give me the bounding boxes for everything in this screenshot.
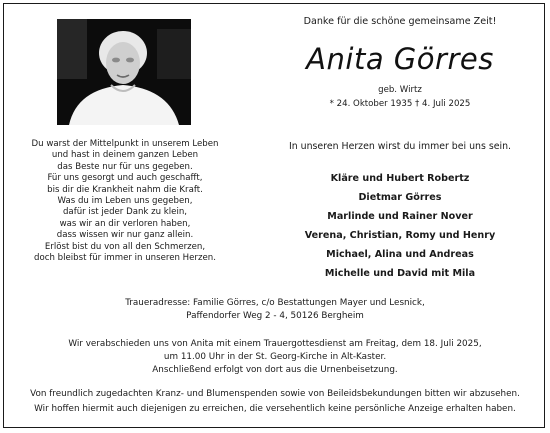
family-member: Dietmar Görres — [358, 192, 442, 203]
poem — [5, 139, 245, 264]
mourning-address — [0, 297, 550, 323]
poem-line: doch bleibst für immer in unseren Herzen. — [34, 253, 216, 264]
poem-line: was wir an dir verloren haben, — [59, 218, 191, 229]
poem-line: Erlöst bist du von all den Schmerzen, — [44, 241, 206, 252]
life-dates: * 24. Oktober 1935 † 4. Juli 2025 — [329, 99, 471, 109]
poem-line: und hast in deinem ganzen Leben — [51, 150, 199, 161]
closing-notes — [0, 387, 550, 417]
address-line: Traueradresse: Familie Görres, c/o Bestattungen Mayer und Lesnick, — [125, 298, 425, 308]
closing-line: Wir hoffen hiermit auch diejenigen zu erreichen, die versehentlich keine persönliche Anzeige erhalten haben. — [34, 404, 516, 414]
service-line: Anschließend erfolgt von dort aus die Urnenbeisetzung. — [152, 365, 398, 375]
poem-line: Du warst der Mittelpunkt in unserem Leben — [31, 139, 219, 149]
thanks-heading: Danke für die schöne gemeinsame Zeit! — [303, 16, 497, 27]
deceased-name: Anita Görres — [306, 42, 494, 76]
hearts-line: In unseren Herzen wirst du immer bei uns sein. — [288, 141, 512, 152]
poem-line: Was du im Leben uns gegeben, — [57, 196, 193, 207]
family-member: Marlinde und Rainer Nover — [327, 211, 473, 222]
poem-line: das Beste nur für uns gegeben. — [57, 161, 193, 172]
service-info — [0, 338, 550, 377]
address-line: Paffendorfer Weg 2 - 4, 50126 Bergheim — [186, 311, 364, 321]
family-member: Kläre und Hubert Robertz — [330, 173, 470, 184]
poem-line: dass wissen wir nur ganz allein. — [56, 230, 194, 241]
family-member: Verena, Christian, Romy und Henry — [304, 230, 496, 241]
service-line: Wir verabschieden uns von Anita mit einem Trauergottesdienst am Freitag, dem 18. Juli 2025, — [68, 339, 482, 349]
family-member: Michael, Alina und Andreas — [326, 249, 474, 260]
portrait-photo — [57, 19, 191, 125]
birth-name: geb. Wirtz — [378, 85, 422, 95]
service-line: um 11.00 Uhr in der St. Georg-Kirche in Alt-Kaster. — [163, 352, 387, 362]
poem-line: Für uns gesorgt und auch geschafft, — [47, 173, 203, 184]
family-list — [250, 169, 550, 283]
family-member: Michelle und David mit Mila — [324, 268, 476, 279]
poem-line: bis dir die Krankheit nahm die Kraft. — [47, 184, 203, 195]
poem-line: dafür ist jeder Dank zu klein, — [62, 207, 188, 218]
closing-line: Von freundlich zugedachten Kranz- und Blumenspenden sowie von Beileidsbekundungen bitten wir abzusehen. — [30, 389, 520, 399]
